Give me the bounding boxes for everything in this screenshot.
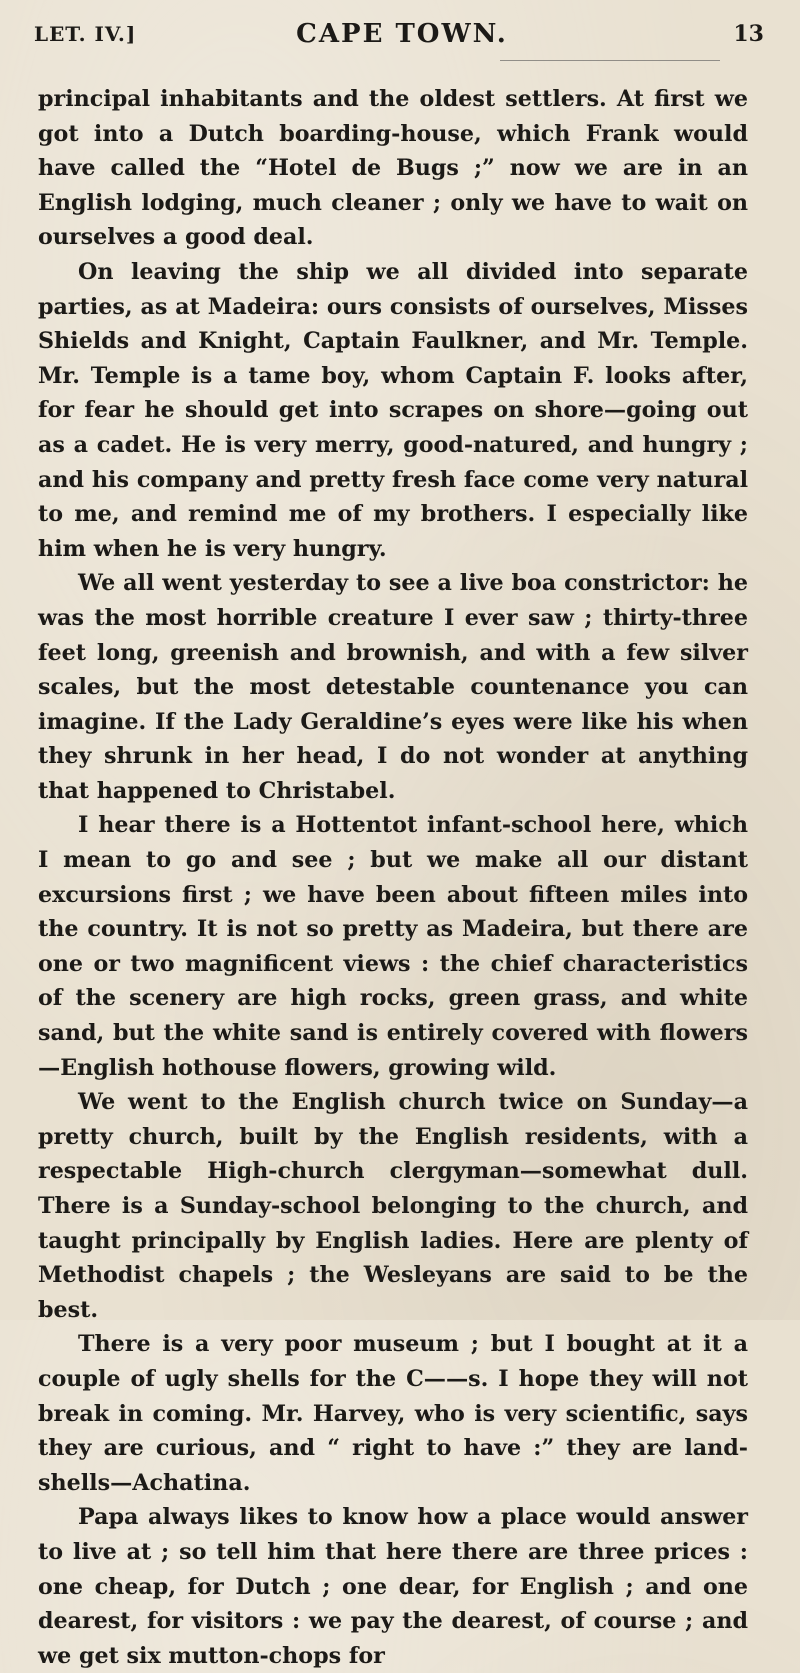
body-text — [38, 82, 748, 1673]
running-title: CAPE TOWN. — [296, 19, 508, 49]
letter-reference: LET. IV.] — [34, 22, 137, 46]
header-rule — [500, 60, 720, 61]
paragraph: There is a very poor museum ; but I bought at it a couple of ugly shells for the C——s. I hope they will not break in coming. Mr. Harvey, who is very scientific, says they are curious, and “ right to have :” they are land-shells—Achatina. — [38, 1331, 748, 1496]
paragraph: I hear there is a Hottentot infant-school here, which I mean to go and see ; but we make all our distant excursions first ; we have been about fifteen miles into the country. It is not so pretty as Madeira, but there are one or two magnificent views : the chief characteristics of the scenery are high rocks, green grass, and white sand, but the white sand is entirely covered with flowers—English hothouse flowers, growing wild. — [38, 812, 748, 1081]
paragraph: We went to the English church twice on Sunday—a pretty church, built by the English residents, with a respectable High-church clergyman—somewhat dull. There is a Sunday-school belonging to the church, and taught principally by English ladies. Here are plenty of Methodist chapels ; the Wesleyans are said to be the best. — [38, 1089, 748, 1323]
paragraph: Papa always likes to know how a place would answer to live at ; so tell him that here there are three prices : one cheap, for Dutch ; one dear, for English ; and one dearest, for visitors : we pay the dearest, of course ; and we get six mutton-chops for — [38, 1504, 748, 1669]
running-header — [34, 14, 770, 54]
paragraph: On leaving the ship we all divided into separate parties, as at Madeira: ours consists of ourselves, Misses Shields and Knight, Captain Faulkner, and Mr. Temple. Mr. Temple is a tame boy, whom Captain F. looks after, for fear he should get into scrapes on shore—going out as a cadet. He is very merry, good-natured, and hungry ; and his company and pretty fresh face come very natural to me, and remind me of my brothers. I especially like him when he is very hungry. — [38, 258, 748, 562]
page-number: 13 — [733, 21, 764, 47]
paragraph: We all went yesterday to see a live boa constrictor: he was the most horrible creature I ever saw ; thirty-three feet long, greenish and brownish, and with a few silver scales, but the most detestable countenance you can imagine. If the Lady Geraldine’s eyes were like his when they shrunk in her head, I do not wonder at anything that happened to Christabel. — [38, 570, 748, 804]
paragraph-continuation: principal inhabitants and the oldest settlers. At first we got into a Dutch boarding-house, which Frank would have called the “Hotel de Bugs ;” now we are in an English lodging, much cleaner ; only we have to wait on ourselves a good deal. — [38, 86, 748, 251]
